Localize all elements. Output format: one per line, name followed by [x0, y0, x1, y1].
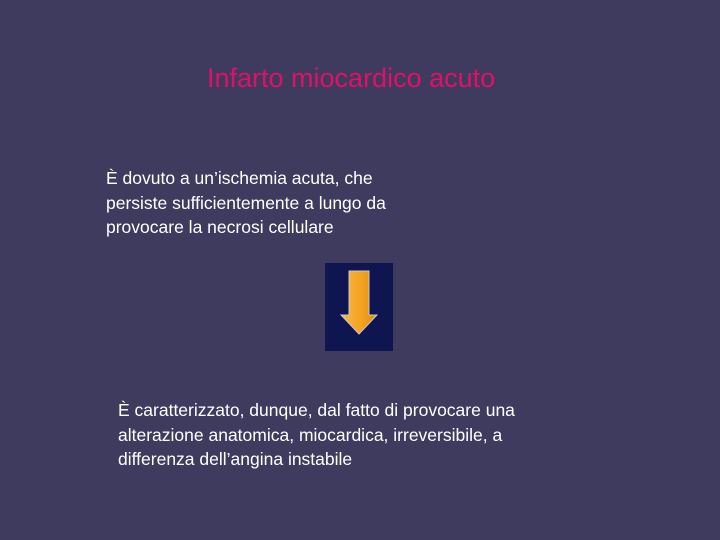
paragraph-line: differenza dell’angina instabile [118, 449, 353, 469]
slide-title: Infarto miocardico acuto [207, 63, 496, 93]
arrow-box [325, 263, 393, 351]
paragraph-line: È dovuto a un’ischemia acuta, che [106, 168, 373, 188]
paragraph-line: persiste sufficientemente a lungo da [106, 192, 386, 213]
paragraph-characteristics [118, 398, 598, 472]
paragraph-line: alterazione anatomica, miocardica, irreversibile, a [118, 424, 503, 445]
down-arrow-icon [325, 263, 393, 351]
paragraph-line: È caratterizzato, dunque, dal fatto di provocare una [118, 400, 515, 420]
paragraph-definition [106, 166, 486, 240]
paragraph-line: provocare la necrosi cellulare [106, 217, 334, 237]
